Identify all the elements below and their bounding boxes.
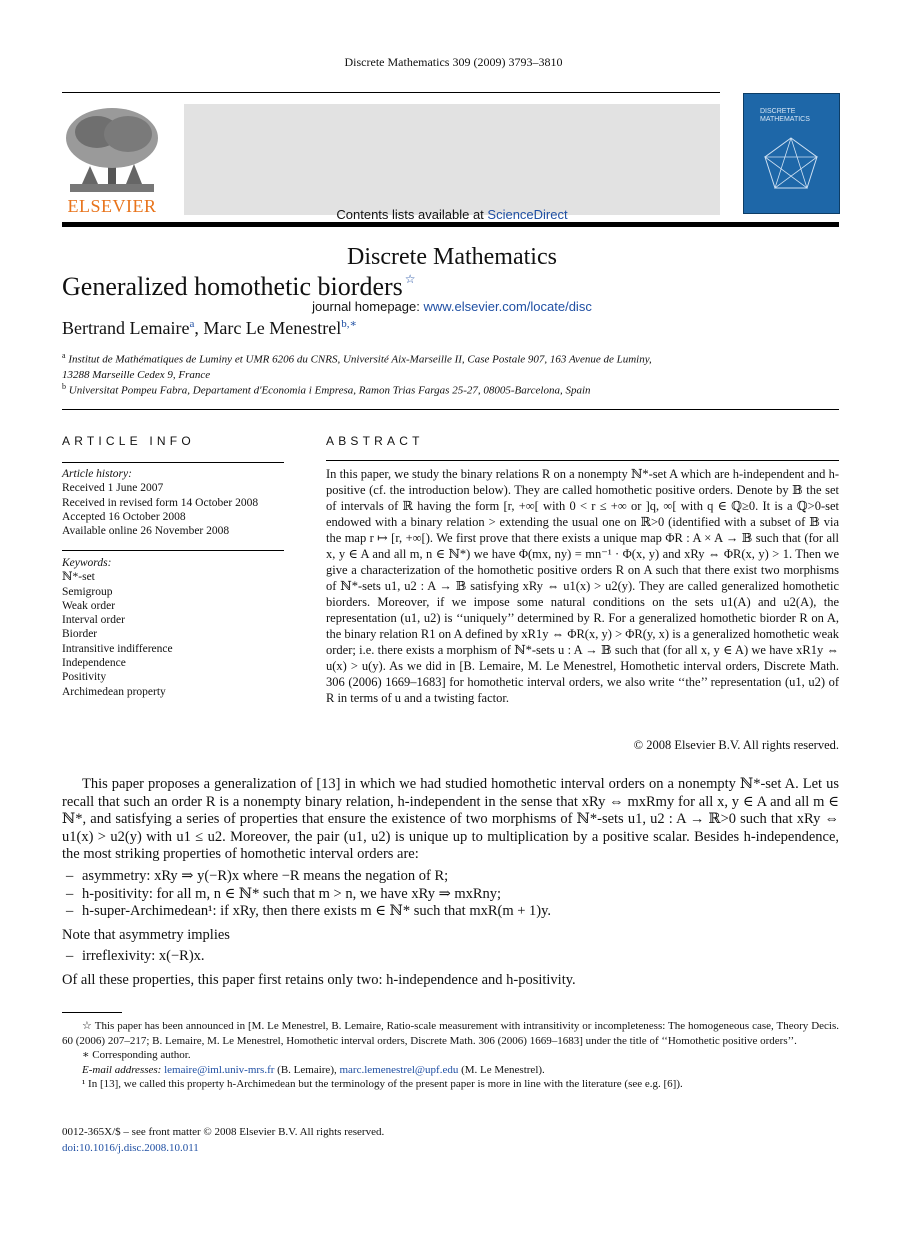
keyword: Weak order xyxy=(62,599,116,612)
footnote-corresponding: ∗ Corresponding author. xyxy=(82,1049,191,1061)
affiliation-mark[interactable]: b,∗ xyxy=(341,318,357,330)
article-history: Article history: Received 1 June 2007 Received in revised form 14 October 2008 Accepted 16 October 2008 Available online 26 November 2008 xyxy=(62,468,259,538)
body-paragraph: Note that asymmetry implies xyxy=(62,926,230,943)
abstract-text: In this paper, we study the binary relations R on a nonempty ℕ*-set A which are h-independent and h-positive (cf. the introduction below). They are called homothetic positive orders. Denote by 𝔹 the set of intervals of ℝ having the form [r, +∞[ with 0 < r ≤ +∞ or ]q, ∞[ with q ∈ ℚ≥0. It is a ℚ>0-set endowed with a binary relation > extending the usual one on ℝ>0 (identified with a subset of 𝔹 via the map r ↦ [r, +∞[). We first prove that there exists a unique map ΦR : A × A → 𝔹 such that (for all x, y ∈ A and all m, n ∈ ℕ*) we have Φ(mx, ny) = mn⁻¹ · Φ(x, y) and xRy ⇔ ΦR(x, y) > 1. Then we give a characterization of the homothetic positive orders R on A such that there exist two morphisms of ℕ*-sets u1, u2 : A → 𝔹 satisfying xRy ⇔ u1(x) > u2(y). They are called generalized homothetic biorders. Moreover, if we impose some natural conditions on the sets u1(A) and u2(A), the representation (u1, u2) is ‘‘uniquely’’ determined by R. For a generalized homothetic biorder R on A, the binary relation R1 on A defined by xR1y ⇔ ΦR(x, y) > ΦR(y, x) is a generalized homothetic weak order; i.e. there exists a morphism of ℕ*-sets u : A → 𝔹 such that (for all x, y ∈ A) we have xR1y ⇔ u(x) > u(y). As we did in [B. Lemaire, M. Le Menestrel, Homothetic interval orders, Discrete Math. 306 (2006) 1669–1683] for homothetic interval orders, we also write ‘‘the’’ representation (u1, u2) of R in terms of u and a twisting factor. xyxy=(326,467,839,705)
list-item: – irreflexivity: x(−R)x. xyxy=(66,948,205,965)
abstract-rule xyxy=(326,460,839,461)
pentagon-graph-icon xyxy=(761,134,821,194)
doi-link[interactable]: doi:10.1016/j.disc.2008.10.011 xyxy=(62,1142,199,1154)
footnotes xyxy=(62,1019,839,1092)
affiliation-a: $^a$ Institut de Mathématiques de Luminy et UMR 6206 du CNRS, Université Aix-Marseille II, Case Postale 907, 163 Avenue de Luminy, 13288 Marseille Cedex 9, France xyxy=(62,351,652,381)
info-rule xyxy=(62,462,284,463)
abstract-heading: ABSTRACT xyxy=(326,434,424,448)
info-rule xyxy=(62,550,284,551)
history-item: Received in revised form 14 October 2008 xyxy=(62,496,259,509)
author-name: Marc Le Menestrel xyxy=(203,318,342,338)
journal-name: Discrete Mathematics xyxy=(347,244,557,270)
history-item: Accepted 16 October 2008 xyxy=(62,510,186,523)
keyword: Independence xyxy=(62,657,126,670)
elsevier-wordmark: ELSEVIER xyxy=(67,196,157,216)
title-rule xyxy=(62,409,839,410)
history-item: Available online 26 November 2008 xyxy=(62,525,230,538)
journal-citation: Discrete Mathematics 309 (2009) 3793–3810 xyxy=(344,55,563,69)
list-item: – h-super-Archimedean¹: if xRy, then there exists m ∈ ℕ* such that mxR(m + 1)y. xyxy=(66,903,552,920)
article-title: Generalized homothetic biorders ☆ xyxy=(62,272,416,301)
cover-title: DISCRETE MATHEMATICS xyxy=(760,108,810,123)
property-list xyxy=(62,948,839,966)
keyword: ℕ*-set xyxy=(62,571,95,584)
list-item: – asymmetry: xRy ⇒ y(−R)x where −R means the negation of R; xyxy=(66,867,449,884)
keywords: Keywords: ℕ*-set Semigroup Weak order Interval order Biorder Intransitive indifference Independence Positivity Archimedean property xyxy=(62,557,173,698)
article-info-heading: ARTICLE INFO xyxy=(62,434,195,448)
keyword: Intransitive indifference xyxy=(62,642,173,655)
keyword: Interval order xyxy=(62,614,125,627)
elsevier-logo[interactable] xyxy=(62,104,162,216)
author-name: Bertrand Lemaire xyxy=(62,318,190,338)
front-matter xyxy=(62,1124,384,1156)
keyword: Positivity xyxy=(62,671,107,684)
keyword: Biorder xyxy=(62,628,98,641)
author-list: Bertrand Lemaire$^a$, Marc Le Menestrel$^{b,∗}$ xyxy=(62,318,357,338)
keyword: Semigroup xyxy=(62,585,113,598)
title-footnote-mark[interactable]: ☆ xyxy=(404,272,416,286)
body-paragraph: This paper proposes a generalization of [13] in which we had studied homothetic interval orders on a nonempty ℕ*-set A. Let us recall that such an order R is a nonempty binary relation, h-independent in the sense that xRy ⇔ mxRmy for all x, y ∈ A and all m ∈ ℕ*, and satisfying a series of properties that ensure the existence of two morphisms of ℕ*-sets u1, u2 : A → ℝ>0 such that xRy ⇔ u1(x) > u2(y) with u1 ≤ u2. Moreover, the pair (u1, u2) is unique up to multiplication by a positive scalar. Besides h-independence, the most striking properties of homothetic interval orders are: xyxy=(62,776,839,863)
property-list xyxy=(62,868,839,921)
article-body xyxy=(62,776,839,990)
homepage-line: journal homepage: www.elsevier.com/locate/disc xyxy=(312,299,592,314)
affiliation-b: $^b$ Universitat Pompeu Fabra, Departament d'Economia i Empresa, Ramon Trias Fargas 25-27, 08005-Barcelona, Spain xyxy=(62,382,591,397)
email-link[interactable]: marc.lemenestrel@upf.edu xyxy=(339,1063,459,1076)
sciencedirect-link[interactable]: ScienceDirect xyxy=(487,207,568,222)
header-rule xyxy=(62,92,720,93)
email-link[interactable]: lemaire@iml.univ-mrs.fr xyxy=(164,1063,275,1076)
footnote-emails: E-mail addresses: lemaire@iml.univ-mrs.fr (B. Lemaire), marc.lemenestrel@upf.edu (M. Le Menestrel). xyxy=(82,1063,545,1076)
homepage-link[interactable]: www.elsevier.com/locate/disc xyxy=(423,299,592,314)
issn-line: 0012-365X/$ – see front matter © 2008 Elsevier B.V. All rights reserved. xyxy=(62,1126,385,1138)
contents-line: Contents lists available at ScienceDirect xyxy=(336,207,568,222)
journal-cover[interactable] xyxy=(743,93,840,214)
footnote-1: ¹ In [13], we called this property h-Archimedean but the terminology of the present paper is more in line with the literature (see e.g. [6]). xyxy=(82,1078,683,1090)
footnote-rule xyxy=(62,1012,122,1013)
list-item: – h-positivity: for all m, n ∈ ℕ* such that m > n, we have xRy ⇒ mxRny; xyxy=(66,885,502,902)
history-item: Received 1 June 2007 xyxy=(62,482,164,495)
footnote-announcement: ☆ This paper has been announced in [M. Le Menestrel, B. Lemaire, Ratio-scale measurement with intransitivity or incompleteness: The homogeneous case, Theory Decis. 60 (2006) 207–217; B. Lemaire, M. Le Menestrel, Homothetic interval orders, Discrete Math. 306 (2006) 1669–1683] under the title of ‘‘Homothetic positive orders’’. xyxy=(62,1020,839,1047)
affiliation-mark[interactable]: a xyxy=(189,318,195,330)
header-thick-rule xyxy=(62,222,839,227)
copyright-notice: © 2008 Elsevier B.V. All rights reserved. xyxy=(633,738,839,752)
body-paragraph: Of all these properties, this paper first retains only two: h-independence and h-positivity. xyxy=(62,971,576,988)
keyword: Archimedean property xyxy=(62,685,166,698)
